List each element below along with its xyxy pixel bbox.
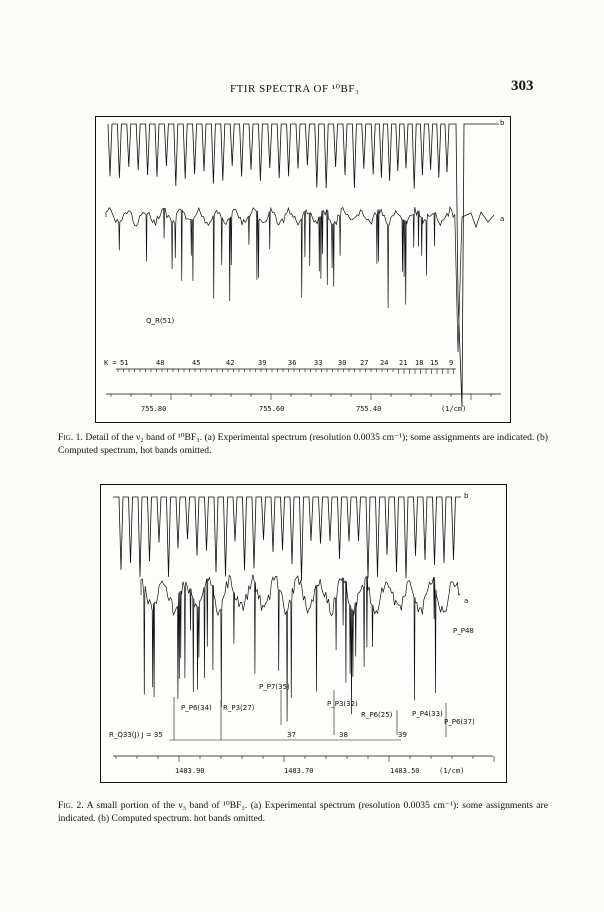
experimental-spectrum-trace <box>141 575 460 722</box>
trace-label-b: b <box>464 492 469 500</box>
k-value: 39 <box>258 359 267 367</box>
tick-label: 755.40 <box>356 405 382 413</box>
k-values <box>120 359 453 367</box>
assignment-label: R_P3(27) <box>223 704 255 712</box>
page-header <box>0 80 604 100</box>
figure-1-plot <box>96 117 510 422</box>
j-value: 38 <box>339 731 348 739</box>
tick-label: 1483.50 <box>390 767 420 775</box>
assignment-label: P_P48 <box>453 627 474 635</box>
running-title: FTIR SPECTRA OF ¹⁰BF₃ <box>230 83 360 95</box>
figure-2-caption <box>58 800 548 825</box>
tick-label: 1483.70 <box>284 767 314 775</box>
axis-ticks <box>116 756 494 762</box>
figure-2-plot <box>101 485 506 782</box>
trace-label-a: a <box>464 597 469 605</box>
axis-ticks <box>111 394 491 400</box>
k-value: 30 <box>338 359 347 367</box>
experimental-spectrum-trace <box>106 207 494 352</box>
k-value: 48 <box>156 359 165 367</box>
k-prefix: K = <box>104 359 117 367</box>
k-value: 9 <box>449 359 454 367</box>
figure-1-spectra <box>106 124 499 407</box>
k-value: 33 <box>314 359 323 367</box>
assignment-label: P_P6(34) <box>181 704 212 712</box>
assignment-label: P_P4(33) <box>412 710 443 718</box>
k-value: 24 <box>380 359 389 367</box>
figure-1 <box>95 116 511 423</box>
tick-label: 755.80 <box>141 405 167 413</box>
assignment-label: P_P7(35) <box>259 683 290 691</box>
k-value: 18 <box>415 359 424 367</box>
computed-spectrum-trace <box>108 124 499 407</box>
tick-label: 1483.90 <box>175 767 205 775</box>
computed-spectrum-trace <box>113 497 461 581</box>
j-value: 37 <box>287 731 296 739</box>
caption-label: Fig. 2. <box>58 800 84 811</box>
trace-label-b: b <box>500 119 505 127</box>
frequency-axis <box>113 756 494 775</box>
k-value: 45 <box>192 359 201 367</box>
k-value: 51 <box>120 359 129 367</box>
trace-label-a: a <box>500 215 505 223</box>
assignment-label: P_P6(37) <box>444 718 475 726</box>
frequency-axis <box>106 394 501 413</box>
axis-unit: (1/cm) <box>441 405 467 413</box>
k-value: 42 <box>226 359 235 367</box>
assignment-label: Q_R(51) <box>146 317 175 325</box>
caption-text: A small portion of the ν₃ band of ¹⁰BF₃. (a) Experimental spectrum (resolution 0.0035 cm⁻¹): some assignments are indicated. (b) Computed spectrum. hot bands omitted. <box>58 800 548 824</box>
k-value: 27 <box>360 359 369 367</box>
assignment-label: R_Q33(J) J = 35 <box>109 731 163 739</box>
tick-label: 755.60 <box>259 405 285 413</box>
k-value: 36 <box>288 359 297 367</box>
assignment-label: P_P3(32) <box>327 700 358 708</box>
caption-label: Fig. 1. <box>58 432 83 443</box>
axis-unit: (1/cm) <box>439 767 465 775</box>
k-value: 21 <box>399 359 408 367</box>
page-number: 303 <box>511 78 534 94</box>
assignment-labels <box>109 627 475 740</box>
assignment-label: R_P6(25) <box>361 711 393 719</box>
caption-text: Detail of the ν₂ band of ¹⁰BF₃. (a) Experimental spectrum (resolution 0.0035 cm⁻¹); some assignments are indicated. (b) Computed spectrum, hot bands omitted. <box>58 432 548 456</box>
k-ticks <box>118 369 454 374</box>
figure-2 <box>100 484 507 783</box>
k-scale <box>104 359 456 374</box>
figure-1-caption <box>58 432 548 457</box>
j-value: 39 <box>398 731 407 739</box>
k-value: 15 <box>430 359 439 367</box>
